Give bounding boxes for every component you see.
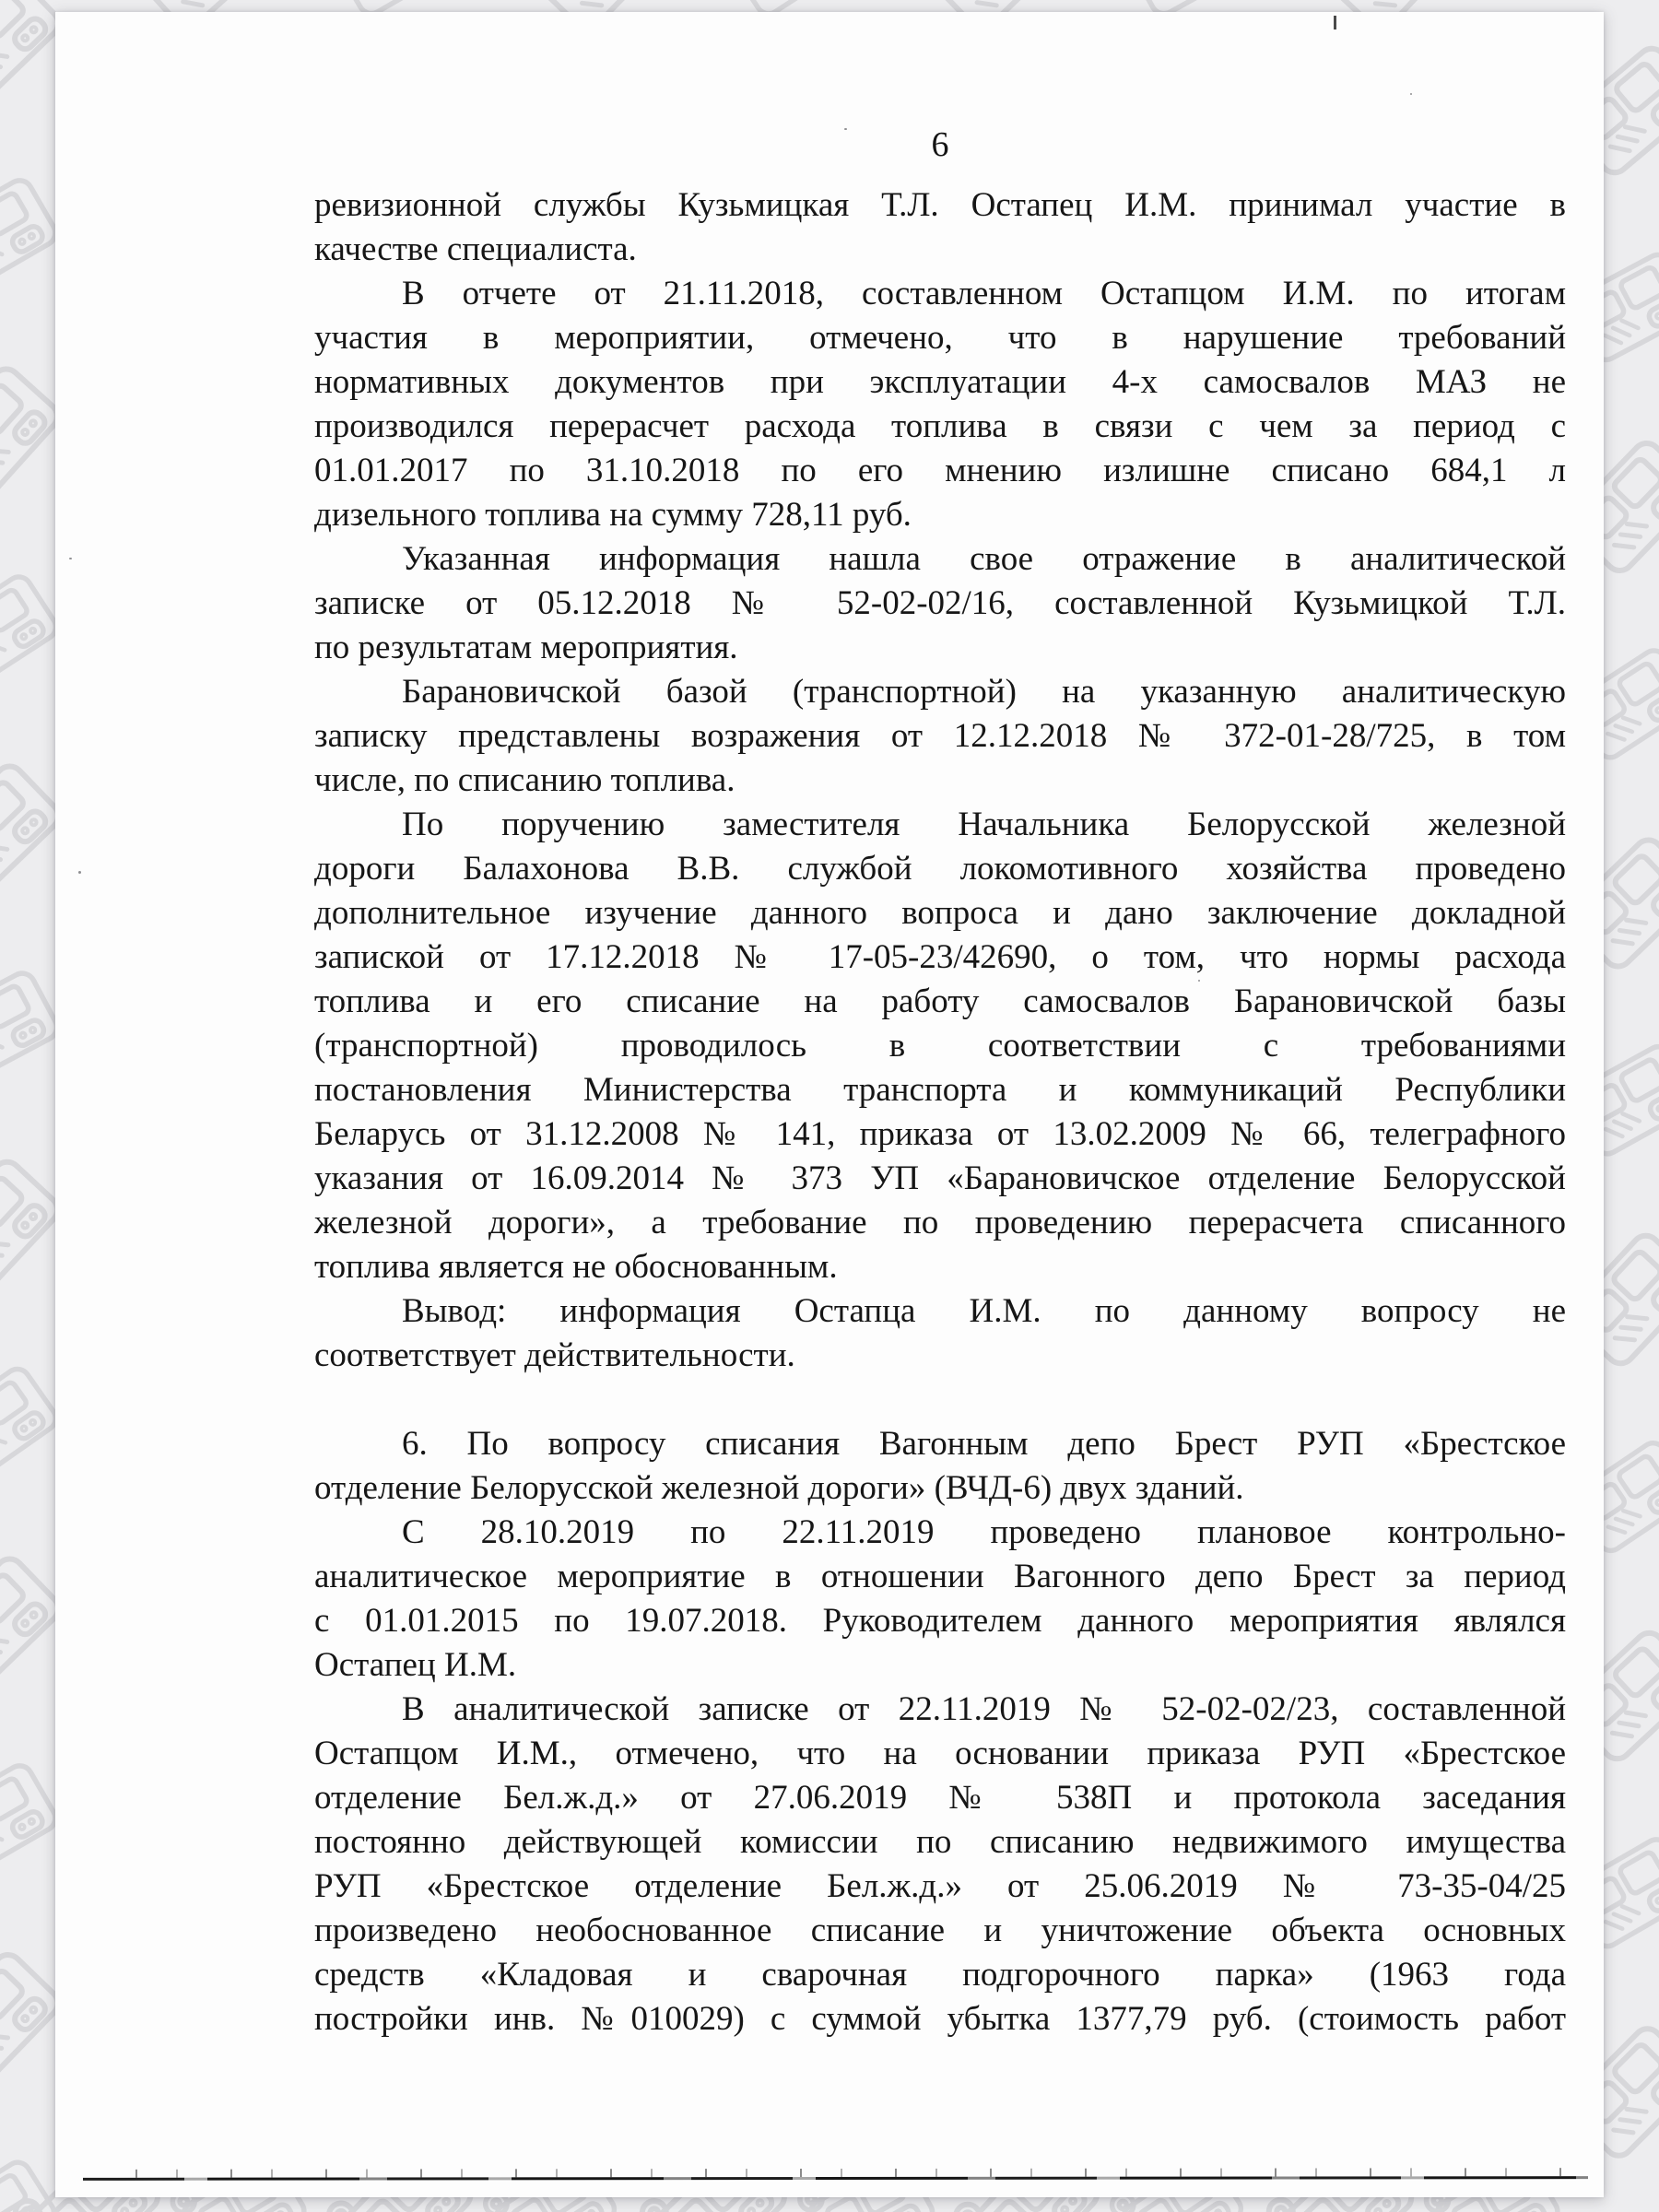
text-line: дополнительное изучение данного вопроса и дано заключение докладной xyxy=(314,894,1566,932)
text-line: 01.01.2017 по 31.10.2018 по его мнению излишне списано 684,1 л xyxy=(314,452,1566,489)
scan-artifact-hairs xyxy=(83,2168,1588,2178)
text-line: По поручению заместителя Начальника Белорусской железной xyxy=(402,806,1566,843)
text-line: Остапцом И.М., отмечено, что на основании приказа РУП «Брестское xyxy=(314,1735,1566,1772)
text-line: записку представлены возражения от 12.12.2018 № 372-01-28/725, в том xyxy=(314,717,1566,755)
paragraph xyxy=(314,1289,1566,1378)
text-line: числе, по списанию топлива. xyxy=(314,761,735,799)
text-line: постоянно действующей комиссии по списанию недвижимого имущества xyxy=(314,1823,1566,1861)
document-text xyxy=(314,183,1566,2041)
text-line: С 28.10.2019 по 22.11.2019 проведено плановое контрольно- xyxy=(402,1513,1566,1551)
text-line: дизельного топлива на сумму 728,11 руб. xyxy=(314,496,912,534)
text-line: отделение Белорусской железной дороги» (ВЧД-6) двух зданий. xyxy=(314,1469,1244,1507)
paragraph-section-6 xyxy=(314,1422,1566,1511)
text-line: дороги Балахонова В.В. службой локомотивного хозяйства проведено xyxy=(314,850,1566,888)
text-line: запиской от 17.12.2018 № 17-05-23/42690, о том, что нормы расхода xyxy=(314,938,1566,976)
text-line: аналитическое мероприятие в отношении Вагонного депо Брест за период xyxy=(314,1558,1566,1595)
text-line: средств «Кладовая и сварочная подгорочного парка» (1963 года xyxy=(314,1956,1566,1994)
text-line: В отчете от 21.11.2018, составленном Остапцом И.М. по итогам xyxy=(402,275,1566,312)
text-line: 6. По вопросу списания Вагонным депо Брест РУП «Брестское xyxy=(402,1425,1566,1463)
scan-speck xyxy=(1410,93,1412,95)
text-line: производился перерасчет расхода топлива в связи с чем за период с xyxy=(314,407,1566,445)
paragraph xyxy=(314,183,1566,272)
text-line: постановления Министерства транспорта и коммуникаций Республики xyxy=(314,1071,1566,1109)
scan-artifact-tick xyxy=(1334,16,1336,29)
text-line: топлива является не обоснованным. xyxy=(314,1248,838,1286)
text-line: Остапец И.М. xyxy=(314,1646,517,1684)
text-line: Беларусь от 31.12.2008 № 141, приказа от 13.02.2009 № 66, телеграфного xyxy=(314,1115,1566,1153)
paragraph xyxy=(314,1688,1566,2041)
text-line: Барановичской базой (транспортной) на указанную аналитическую xyxy=(402,673,1566,711)
text-line: железной дороги», а требование по проведению перерасчета списанного xyxy=(314,1204,1566,1241)
page-number: 6 xyxy=(931,125,949,164)
text-line: по результатам мероприятия. xyxy=(314,629,738,666)
text-line: участия в мероприятии, отмечено, что в нарушение требований xyxy=(314,319,1566,357)
text-line: качестве специалиста. xyxy=(314,230,637,268)
paragraph xyxy=(314,272,1566,537)
text-line: ревизионной службы Кузьмицкая Т.Л. Остапец И.М. принимал участие в xyxy=(314,186,1566,224)
paragraph xyxy=(314,537,1566,670)
text-line: записке от 05.12.2018 № 52-02-02/16, составленной Кузьмицкой Т.Л. xyxy=(314,584,1566,622)
paragraph xyxy=(314,803,1566,1289)
text-line: постройки инв. №010029) с суммой убытка 1377,79 руб. (стоимость работ xyxy=(314,2000,1566,2038)
text-line: указания от 16.09.2014 № 373 УП «Барановичское отделение Белорусской xyxy=(314,1159,1566,1197)
text-line: топлива и его списание на работу самосвалов Барановичской базы xyxy=(314,982,1566,1020)
text-line: (транспортной) проводилось в соответствии с требованиями xyxy=(314,1027,1566,1065)
text-line: соответствует действительности. xyxy=(314,1336,795,1374)
text-line: с 01.01.2015 по 19.07.2018. Руководителем данного мероприятия являлся xyxy=(314,1602,1566,1640)
paragraph xyxy=(314,670,1566,803)
text-line: В аналитической записке от 22.11.2019 № 52-02-02/23, составленной xyxy=(402,1690,1566,1728)
text-line: РУП «Брестское отделение Бел.ж.д.» от 25.06.2019 № 73-35-04/25 xyxy=(314,1867,1566,1905)
scan-artifact-line xyxy=(83,2176,1588,2181)
text-line: Вывод: информация Остапца И.М. по данному вопросу не xyxy=(402,1292,1566,1330)
text-line: Указанная информация нашла свое отражение в аналитической xyxy=(402,540,1566,578)
text-line: отделение Бел.ж.д.» от 27.06.2019 № 538П и протокола заседания xyxy=(314,1779,1566,1817)
text-line: произведено необоснованное списание и уничтожение объекта основных xyxy=(314,1912,1566,1949)
scan-speck xyxy=(69,558,72,559)
scan-speck xyxy=(78,871,81,874)
document-page xyxy=(55,12,1604,2197)
paragraph xyxy=(314,1511,1566,1688)
text-line: нормативных документов при эксплуатации 4-х самосвалов МАЗ не xyxy=(314,363,1566,401)
